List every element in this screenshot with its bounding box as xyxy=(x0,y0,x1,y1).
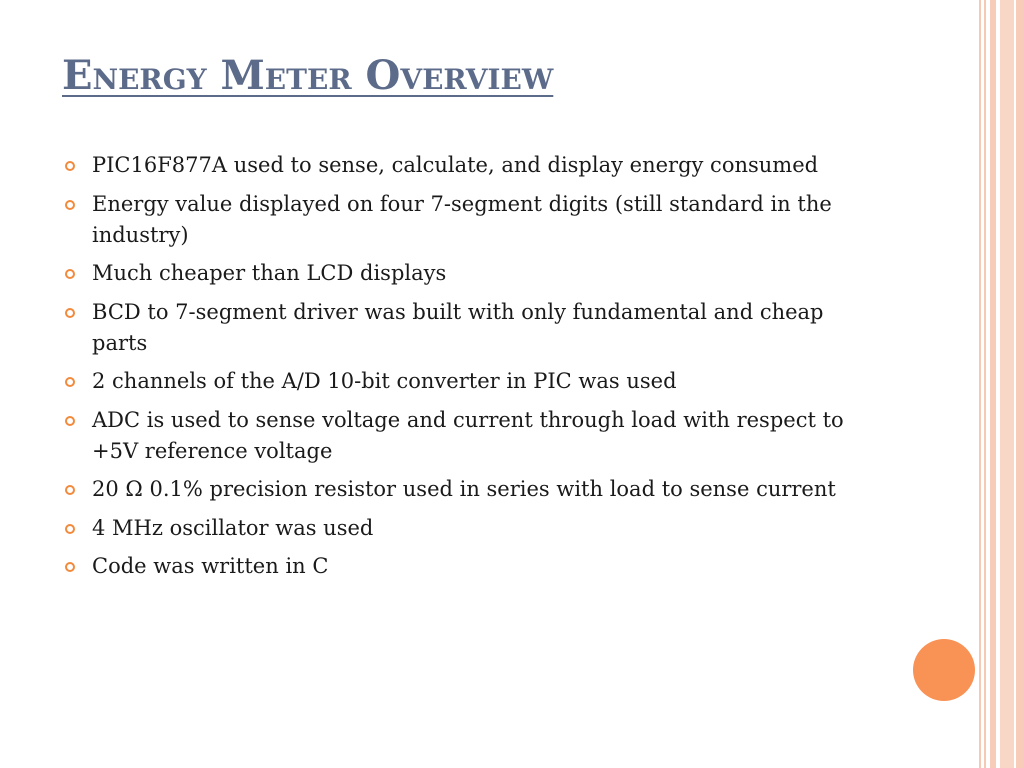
bullet-text: BCD to 7-segment driver was built with only fundamental and cheap parts xyxy=(92,299,824,355)
bullet-item xyxy=(62,405,882,467)
ring-bullet-icon xyxy=(65,308,75,318)
bullet-list xyxy=(62,150,882,590)
decorative-stripe xyxy=(979,0,981,768)
bullet-item xyxy=(62,189,882,251)
ring-bullet-icon xyxy=(65,269,75,279)
bullet-item xyxy=(62,258,882,289)
bullet-text: 2 channels of the A/D 10-bit converter in PIC was used xyxy=(92,369,677,393)
decorative-stripe xyxy=(990,0,996,768)
bullet-text: Much cheaper than LCD displays xyxy=(92,261,447,285)
ring-bullet-icon xyxy=(65,524,75,534)
bullet-item xyxy=(62,297,882,359)
bullet-item xyxy=(62,150,882,181)
bullet-text: PIC16F877A used to sense, calculate, and display energy consumed xyxy=(92,153,819,177)
ring-bullet-icon xyxy=(65,485,75,495)
bullet-text: Code was written in C xyxy=(92,554,329,578)
bullet-item xyxy=(62,366,882,397)
bullet-text: 20 Ω 0.1% precision resistor used in series with load to sense current xyxy=(92,477,836,501)
ring-bullet-icon xyxy=(65,562,75,572)
bullet-item xyxy=(62,474,882,505)
bullet-text: ADC is used to sense voltage and current through load with respect to +5V reference voltage xyxy=(92,407,844,463)
ring-bullet-icon xyxy=(65,377,75,387)
slide-title: Energy Meter Overview xyxy=(62,52,554,99)
bullet-item xyxy=(62,551,882,582)
ring-bullet-icon xyxy=(65,161,75,171)
decorative-stripe xyxy=(1016,0,1024,768)
bullet-item xyxy=(62,513,882,544)
decorative-stripe xyxy=(984,0,986,768)
bullet-text: 4 MHz oscillator was used xyxy=(92,515,374,540)
ring-bullet-icon xyxy=(65,416,75,426)
ring-bullet-icon xyxy=(65,200,75,210)
orange-circle-icon xyxy=(913,639,975,701)
decorative-stripe xyxy=(1000,0,1014,768)
bullet-text: Energy value displayed on four 7-segment digits (still standard in the industry) xyxy=(92,191,832,247)
